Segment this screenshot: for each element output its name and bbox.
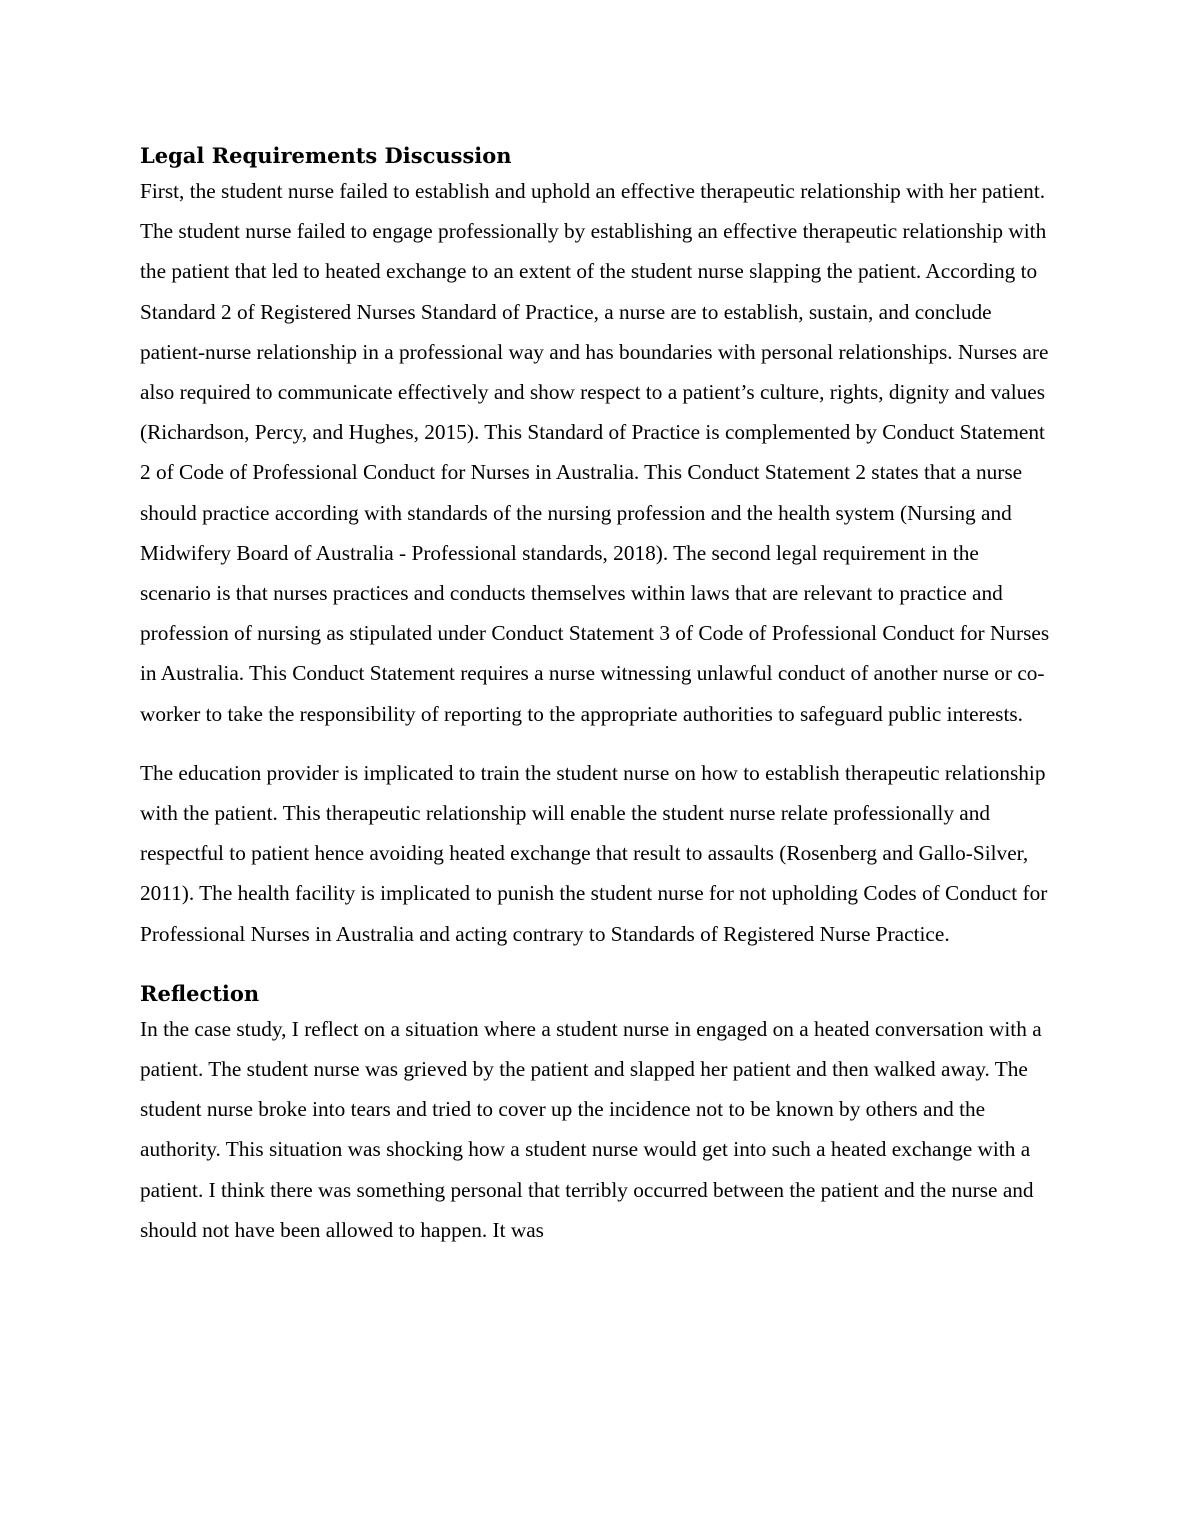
document-body bbox=[140, 141, 1050, 1250]
legal-requirements-paragraph-2: The education provider is implicated to train the student nurse on how to establish therapeutic relationship with the patient. This therapeutic relationship will enable the student nurse relate professionally and respectful to patient hence avoiding heated exchange that result to assaults (Rosenberg and Gallo-Silver, 2011). The health facility is implicated to punish the student nurse for not upholding Codes of Conduct for Professional Nurses in Australia and acting contrary to Standards of Registered Nurse Practice. bbox=[140, 760, 1048, 946]
section-heading-reflection: Reflection bbox=[140, 980, 260, 1006]
section-heading-legal-requirements: Legal Requirements Discussion bbox=[140, 143, 512, 168]
legal-requirements-paragraph-1: First, the student nurse failed to establish and uphold an effective therapeutic relationship with her patient. The student nurse failed to engage professionally by establishing an effective therapeutic relationship with the patient that led to heated exchange to an extent of the student nurse slapping the patient. According to Standard 2 of Registered Nurses Standard of Practice, a nurse are to establish, sustain, and conclude patient-nurse relationship in a professional way and has boundaries with personal relationships. Nurses are also required to communicate effectively and show respect to a patient’s culture, rights, dignity and values (Richardson, Percy, and Hughes, 2015). This Standard of Practice is complemented by Conduct Statement 2 of Code of Professional Conduct for Nurses in Australia. This Conduct Statement 2 states that a nurse should practice according with standards of the nursing profession and the health system (Nursing and Midwifery Board of Australia - Professional standards, 2018). The second legal requirement in the scenario is that nurses practices and conducts themselves within laws that are relevant to practice and profession of nursing as stipulated under Conduct Statement 3 of Code of Professional Conduct for Nurses in Australia. This Conduct Statement requires a nurse witnessing unlawful conduct of another nurse or co-worker to take the responsibility of reporting to the appropriate authorities to safeguard public interests. bbox=[140, 179, 1050, 726]
reflection-paragraph-1: In the case study, I reflect on a situation where a student nurse in engaged on a heated conversation with a patient. The student nurse was grieved by the patient and slapped her patient and then walked away. The student nurse broke into tears and tried to cover up the incidence not to be known by others and the authority. This situation was shocking how a student nurse would get into such a heated exchange with a patient. I think there was something personal that terribly occurred between the patient and the nurse and should not have been allowed to happen. It was bbox=[140, 1016, 1042, 1242]
